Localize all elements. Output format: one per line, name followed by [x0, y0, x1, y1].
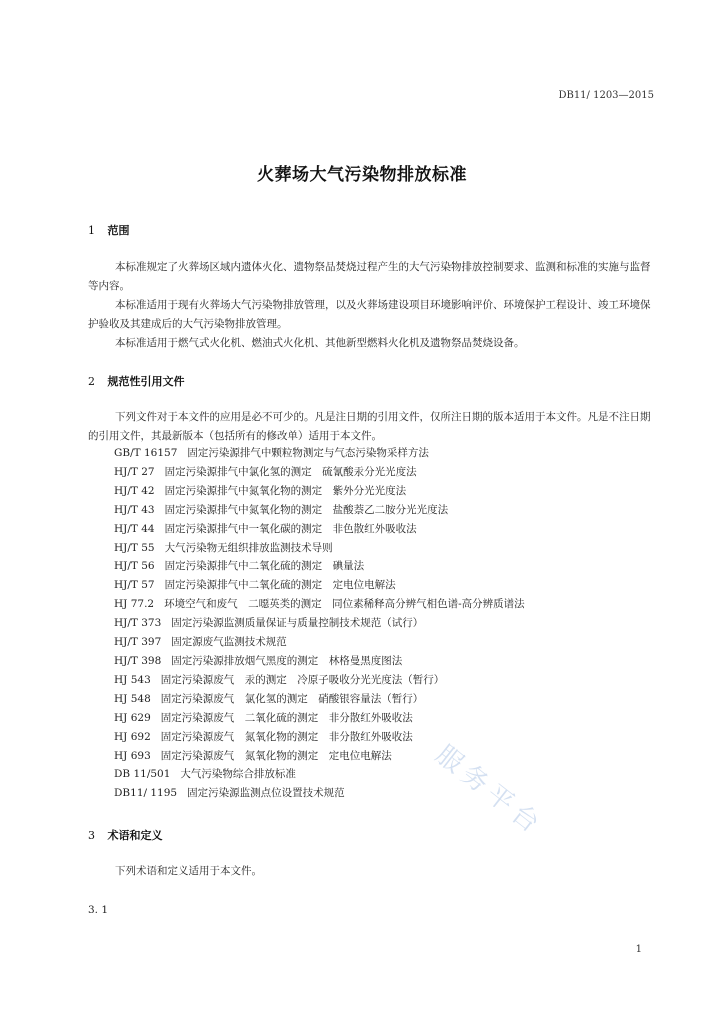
reference-title: 大气污染物综合排放标准 — [180, 768, 296, 781]
reference-item — [114, 709, 525, 728]
reference-item — [114, 482, 525, 501]
reference-item — [114, 614, 525, 633]
reference-title: 固定污染源废气 氮氧化物的测定 非分散红外吸收法 — [160, 730, 413, 743]
section-number: 2 — [88, 375, 95, 388]
section-title: 规范性引用文件 — [107, 375, 185, 388]
section-title: 范围 — [107, 224, 130, 237]
reference-title: 固定污染源排放烟气黑度的测定 林格曼黑度图法 — [171, 654, 403, 667]
scope-paragraphs — [88, 258, 654, 353]
reference-code: DB11/ 1195 — [114, 787, 178, 800]
reference-title: 固定污染源废气 汞的测定 冷原子吸收分光光度法（暂行） — [160, 673, 445, 686]
references-intro — [88, 408, 654, 446]
page-number: 1 — [635, 944, 642, 955]
reference-title: 固定污染源排气中一氧化碳的测定 非色散红外吸收法 — [164, 522, 417, 535]
reference-title: 固定污染源排气中氯化氢的测定 硫氰酸汞分光光度法 — [164, 465, 417, 478]
reference-title: 固定污染源监测点位设置技术规范 — [187, 787, 345, 800]
section-heading-3 — [88, 827, 163, 843]
reference-item — [114, 671, 525, 690]
reference-item — [114, 690, 525, 709]
reference-code: HJ/T 55 — [114, 541, 155, 554]
paragraph: 下列文件对于本文件的应用是必不可少的。凡是注日期的引用文件，仅所注日期的版本适用于本文件。凡是不注日期的引用文件，其最新版本（包括所有的修改单）适用于本文件。 — [88, 411, 651, 442]
reference-code: HJ/T 44 — [114, 522, 155, 535]
reference-title: 固定污染源排气中二氧化硫的测定 定电位电解法 — [164, 579, 396, 592]
section-heading-2 — [88, 373, 185, 389]
paragraph: 本标准规定了火葬场区域内遗体火化、遗物祭品焚烧过程产生的大气污染物排放控制要求、监测和标准的实施与监督等内容。 — [88, 261, 651, 292]
reference-code: HJ 692 — [114, 730, 151, 743]
reference-title: 固定污染源废气 氯化氢的测定 硝酸银容量法（暂行） — [160, 692, 424, 705]
section-number: 3 — [88, 829, 95, 842]
reference-code: HJ/T 373 — [114, 617, 162, 630]
reference-item — [114, 520, 525, 539]
reference-title: 大气污染物无组织排放监测技术导则 — [164, 541, 333, 554]
reference-code: HJ 629 — [114, 711, 151, 724]
document-title: 火葬场大气污染物排放标准 — [257, 165, 467, 185]
reference-title: 固定污染源排气中氮氧化物的测定 盐酸萘乙二胺分光光度法 — [164, 503, 449, 516]
reference-title: 环境空气和废气 二噁英类的测定 同位素稀释高分辨气相色谱-高分辨质谱法 — [164, 598, 525, 611]
reference-title: 固定源废气监测技术规范 — [171, 636, 287, 649]
reference-code: HJ/T 43 — [114, 503, 155, 516]
section-title: 术语和定义 — [107, 829, 163, 842]
paragraph: 本标准适用于现有火葬场大气污染物排放管理，以及火葬场建设项目环境影响评价、环境保护工程设计、竣工环境保护验收及其建成后的大气污染物排放管理。 — [88, 299, 651, 330]
reference-item — [114, 652, 525, 671]
reference-item — [114, 444, 525, 463]
paragraph: 本标准适用于燃气式火化机、燃油式火化机、其他新型燃料火化机及遗物祭品焚烧设备。 — [115, 337, 525, 349]
section-heading-1 — [88, 222, 130, 238]
reference-item — [114, 576, 525, 595]
reference-code: GB/T 16157 — [114, 447, 178, 459]
reference-item — [114, 501, 525, 520]
reference-code: HJ/T 397 — [114, 636, 162, 649]
reference-code: HJ/T 57 — [114, 579, 155, 592]
reference-title: 固定污染源监测质量保证与质量控制技术规范（试行） — [171, 617, 424, 630]
paragraph: 下列术语和定义适用于本文件。 — [115, 865, 262, 877]
reference-item — [114, 595, 525, 614]
reference-title: 固定污染源废气 二氧化硫的测定 非分散红外吸收法 — [160, 711, 413, 724]
reference-code: HJ/T 27 — [114, 465, 155, 478]
reference-code: HJ/T 398 — [114, 654, 162, 667]
reference-item — [114, 557, 525, 576]
reference-code: HJ 693 — [114, 749, 151, 762]
reference-code: DB 11/501 — [114, 768, 171, 781]
reference-code: HJ/T 42 — [114, 484, 155, 497]
reference-title: 固定污染源排气中氮氧化物的测定 紫外分光光度法 — [164, 484, 407, 497]
reference-code: HJ 77.2 — [114, 598, 155, 611]
reference-item — [114, 539, 525, 558]
reference-item — [114, 463, 525, 482]
watermark: 服务平台 — [429, 739, 550, 843]
terms-intro — [88, 862, 654, 881]
reference-code: HJ 543 — [114, 673, 151, 686]
subsection-number: 3. 1 — [88, 904, 109, 916]
reference-title: 固定污染源排气中颗粒物测定与气态污染物采样方法 — [187, 447, 429, 459]
reference-code: HJ 548 — [114, 692, 151, 705]
reference-item — [114, 633, 525, 652]
reference-title: 固定污染源废气 氮氧化物的测定 定电位电解法 — [160, 749, 392, 762]
reference-code: HJ/T 56 — [114, 560, 155, 573]
standard-number: DB11/ 1203—2015 — [558, 90, 654, 101]
reference-title: 固定污染源排气中二氧化硫的测定 碘量法 — [164, 560, 365, 573]
section-number: 1 — [88, 224, 95, 237]
